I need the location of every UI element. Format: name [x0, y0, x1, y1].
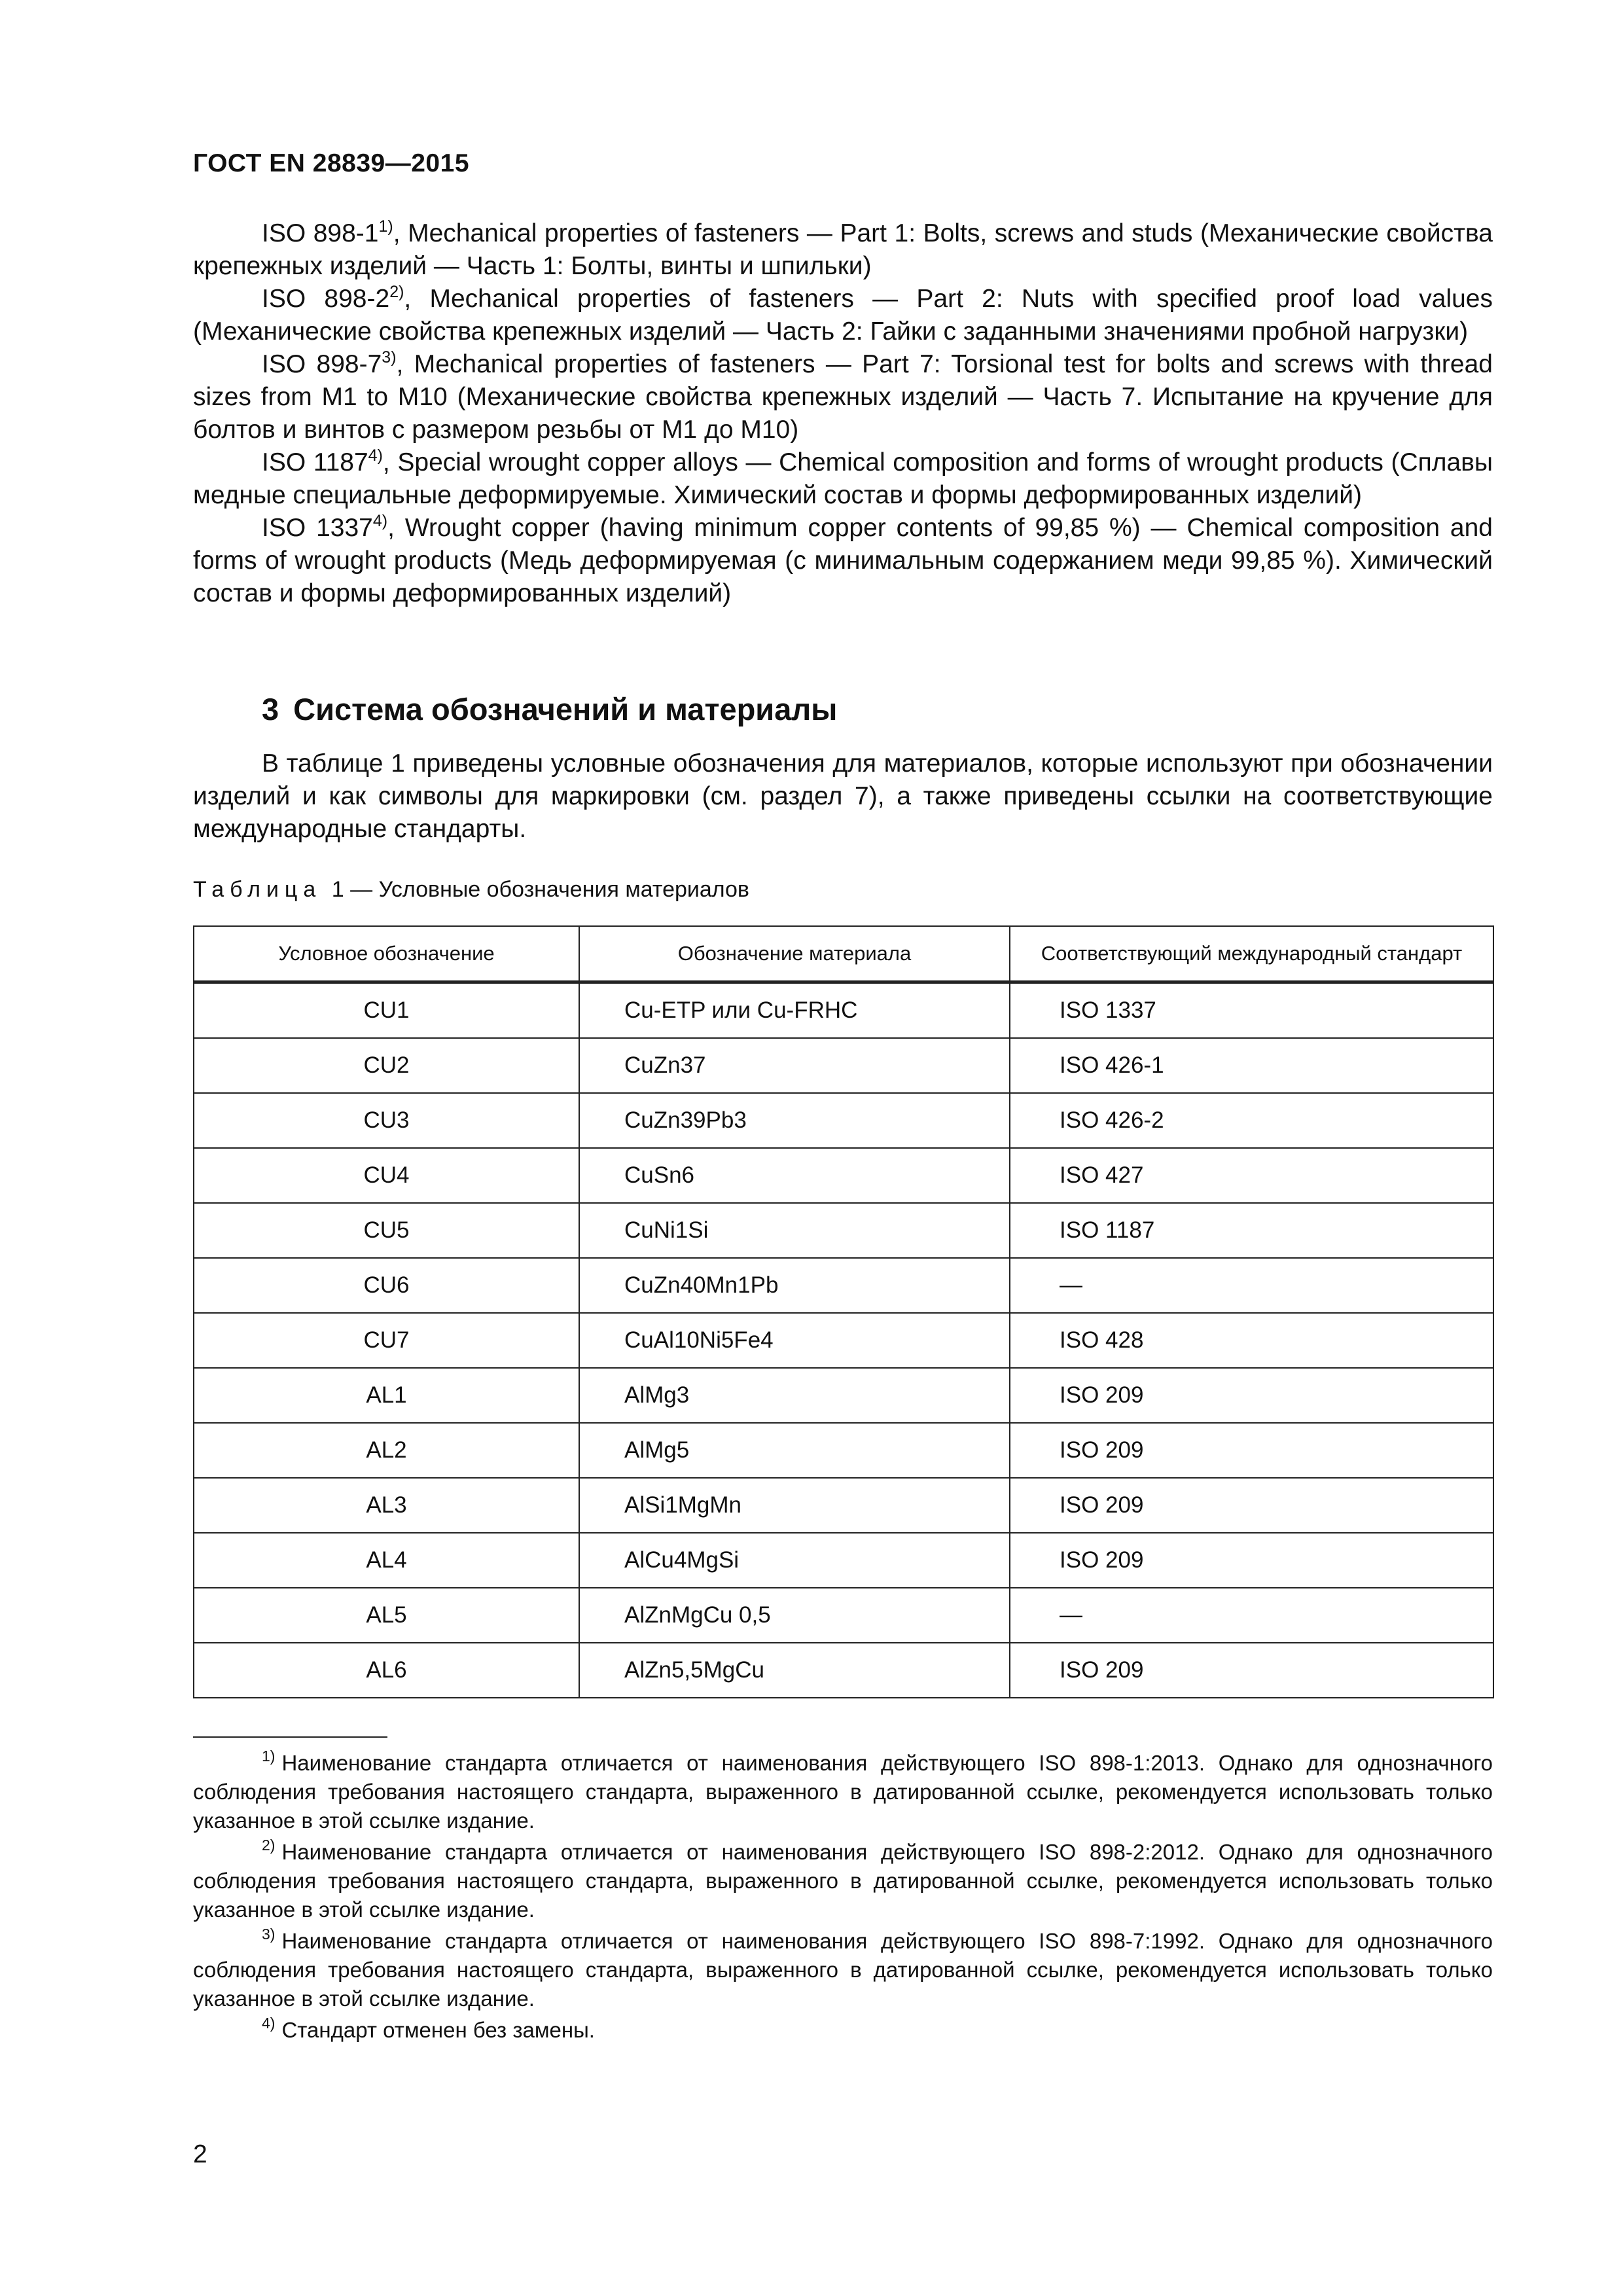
- material-cell: AlCu4MgSi: [579, 1533, 1010, 1588]
- standard-cell: ISO 426-2: [1010, 1093, 1493, 1148]
- column-header: Условное обозначение: [194, 926, 579, 982]
- designation-cell: AL4: [194, 1533, 579, 1588]
- table-row: [194, 1478, 1493, 1533]
- reference-text: , Mechanical properties of fasteners — Part 1: Bolts, screws and studs (Механические свойства крепежных изделий — Часть 1: Болты, винты и шпильки): [193, 219, 1493, 280]
- table-row: [194, 1588, 1493, 1643]
- document-code-header: ГОСТ EN 28839—2015: [193, 149, 470, 177]
- material-cell: Cu-ETP или Cu-FRHC: [579, 982, 1010, 1039]
- designation-cell: CU3: [194, 1093, 579, 1148]
- table-header-row: [194, 926, 1493, 982]
- standard-cell: ISO 209: [1010, 1478, 1493, 1533]
- reference-id: ISO 1187: [262, 448, 368, 476]
- material-cell: CuZn40Mn1Pb: [579, 1258, 1010, 1313]
- footnote-marker: 1): [378, 217, 393, 236]
- footnote: [193, 2016, 1493, 2045]
- material-cell: CuZn37: [579, 1038, 1010, 1093]
- table-row: [194, 1643, 1493, 1698]
- footnote: [193, 1838, 1493, 1924]
- reference-id: ISO 1337: [262, 514, 373, 542]
- designation-cell: CU7: [194, 1313, 579, 1368]
- designation-cell: CU6: [194, 1258, 579, 1313]
- table-row: [194, 982, 1493, 1039]
- standard-cell: —: [1010, 1258, 1493, 1313]
- footnote-marker: 4): [372, 512, 388, 530]
- standard-cell: ISO 428: [1010, 1313, 1493, 1368]
- footnote-text: Наименование стандарта отличается от наименования действующего ISO 898-2:2012. Однако для однозначного соблюдения требования настоящего стандарта, выраженного в датированной ссылке, рекомендуется использовать только указанное в этой ссылке издание.: [193, 1840, 1493, 1922]
- table-row: [194, 1313, 1493, 1368]
- footnote-mark: 2): [262, 1837, 276, 1854]
- reference-text: , Special wrought copper alloys — Chemical composition and forms of wrought products (Сплавы медные специальные деформируемые. Химический состав и формы деформированных изделий): [193, 448, 1493, 509]
- standard-cell: ISO 209: [1010, 1533, 1493, 1588]
- designation-cell: CU4: [194, 1148, 579, 1203]
- table-row: [194, 1533, 1493, 1588]
- table-caption-label: Таблица: [193, 877, 322, 902]
- table-row: [194, 1093, 1493, 1148]
- material-cell: CuNi1Si: [579, 1203, 1010, 1258]
- footnote-mark: 3): [262, 1926, 276, 1943]
- footnote-text: Наименование стандарта отличается от наименования действующего ISO 898-7:1992. Однако для однозначного соблюдения требования настоящего стандарта, выраженного в датированной ссылке, рекомендуется использовать только указанное в этой ссылке издание.: [193, 1929, 1493, 2011]
- material-cell: AlMg3: [579, 1368, 1010, 1423]
- designation-cell: AL6: [194, 1643, 579, 1698]
- material-cell: CuSn6: [579, 1148, 1010, 1203]
- material-cell: CuAl10Ni5Fe4: [579, 1313, 1010, 1368]
- designation-cell: CU1: [194, 982, 579, 1039]
- standard-cell: ISO 1337: [1010, 982, 1493, 1039]
- standard-cell: ISO 209: [1010, 1423, 1493, 1478]
- footnote-text: Стандарт отменен без замены.: [281, 2018, 595, 2042]
- normative-references: [193, 217, 1493, 610]
- footnote-marker: 3): [382, 348, 397, 367]
- material-cell: AlZnMgCu 0,5: [579, 1588, 1010, 1643]
- reference-id: ISO 898-7: [262, 350, 382, 378]
- standard-cell: ISO 209: [1010, 1643, 1493, 1698]
- designation-cell: CU5: [194, 1203, 579, 1258]
- standard-cell: ISO 209: [1010, 1368, 1493, 1423]
- footnote-marker: 2): [389, 283, 404, 301]
- footnote-mark: 1): [262, 1748, 276, 1765]
- page-number: 2: [193, 2140, 207, 2168]
- reference-text: , Mechanical properties of fasteners — Part 2: Nuts with specified proof load values (Механические свойства крепежных изделий — Часть 2: Гайки с заданными значениями пробной нагрузки): [193, 285, 1493, 346]
- footnote-text: Наименование стандарта отличается от наименования действующего ISO 898-1:2013. Однако для однозначного соблюдения требования настоящего стандарта, выраженного в датированной ссылке, рекомендуется использовать только указанное в этой ссылке издание.: [193, 1751, 1493, 1833]
- table-row: [194, 1368, 1493, 1423]
- designation-cell: AL3: [194, 1478, 579, 1533]
- section-heading: [262, 691, 837, 727]
- reference-item: [193, 512, 1493, 610]
- reference-text: , Mechanical properties of fasteners — Part 7: Torsional test for bolts and screws with thread sizes from M1 to M10 (Механические свойства крепежных изделий — Часть 7. Испытание на кручение для болтов и винтов с размером резьбы от M1 до M10): [193, 350, 1493, 444]
- standard-cell: ISO 426-1: [1010, 1038, 1493, 1093]
- materials-table: [193, 925, 1494, 1698]
- reference-item: [193, 446, 1493, 512]
- standard-cell: ISO 427: [1010, 1148, 1493, 1203]
- footnote-divider: [193, 1736, 387, 1738]
- material-cell: AlSi1MgMn: [579, 1478, 1010, 1533]
- designation-cell: CU2: [194, 1038, 579, 1093]
- section-number: 3: [262, 692, 279, 726]
- designation-cell: AL2: [194, 1423, 579, 1478]
- reference-text: , Wrought copper (having minimum copper contents of 99,85 %) — Chemical composition and forms of wrought products (Медь деформируемая (с минимальным содержанием меди 99,85 %). Химический состав и формы деформированных изделий): [193, 514, 1493, 607]
- reference-item: [193, 348, 1493, 446]
- footnote: [193, 1749, 1493, 1835]
- reference-item: [193, 217, 1493, 283]
- footnote: [193, 1927, 1493, 2013]
- table-row: [194, 1423, 1493, 1478]
- designation-cell: AL5: [194, 1588, 579, 1643]
- footnote-mark: 4): [262, 2015, 276, 2032]
- reference-item: [193, 283, 1493, 348]
- table-row: [194, 1258, 1493, 1313]
- column-header: Обозначение материала: [579, 926, 1010, 982]
- table-caption: [193, 877, 749, 903]
- column-header: Соответствующий международный стандарт: [1010, 926, 1493, 982]
- section-title-text: Система обозначений и материалы: [293, 692, 838, 726]
- standard-cell: ISO 1187: [1010, 1203, 1493, 1258]
- material-cell: AlZn5,5MgCu: [579, 1643, 1010, 1698]
- section-paragraph: В таблице 1 приведены условные обозначения для материалов, которые используют при обозначении изделий и как символы для маркировки (см. раздел 7), а также приведены ссылки на соответствующие международные стандарты.: [193, 749, 1493, 843]
- designation-cell: AL1: [194, 1368, 579, 1423]
- table-caption-title: 1 — Условные обозначения материалов: [331, 877, 749, 902]
- reference-id: ISO 898-2: [262, 285, 390, 313]
- footnote-marker: 4): [368, 446, 383, 465]
- standard-cell: —: [1010, 1588, 1493, 1643]
- footnotes: [193, 1749, 1493, 2047]
- table-row: [194, 1203, 1493, 1258]
- table-row: [194, 1148, 1493, 1203]
- material-cell: AlMg5: [579, 1423, 1010, 1478]
- material-cell: CuZn39Pb3: [579, 1093, 1010, 1148]
- reference-id: ISO 898-1: [262, 219, 379, 247]
- table-row: [194, 1038, 1493, 1093]
